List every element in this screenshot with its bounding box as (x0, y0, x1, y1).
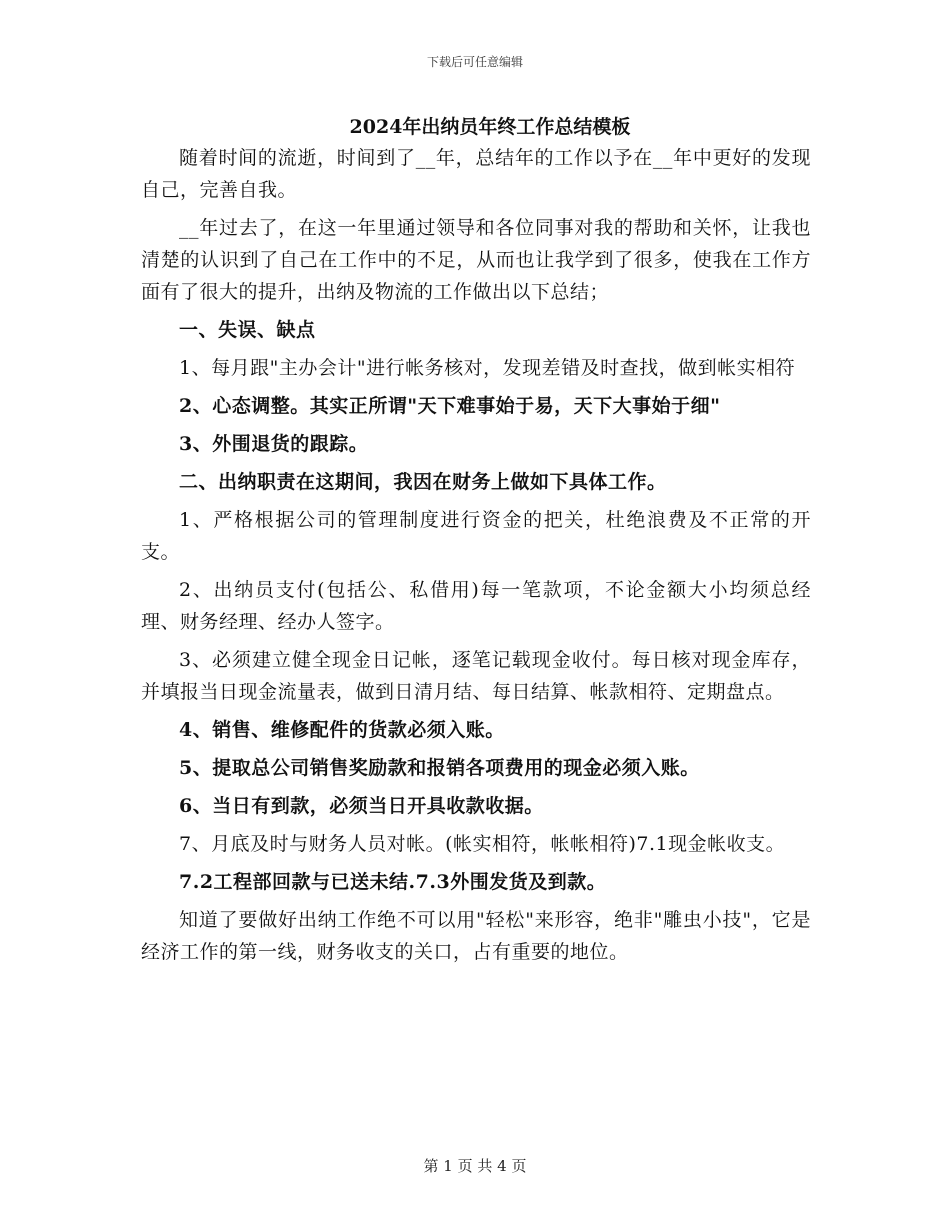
paragraph: 7、月底及时与财务人员对帐。(帐实相符，帐帐相符)7.1现金帐收支。 (179, 833, 786, 855)
section-heading: 二、出纳职责在这期间，我因在财务上做如下具体工作。 (179, 471, 667, 493)
paragraph: 知道了要做好出纳工作绝不可以用"轻松"来形容，绝非"雕虫小技"，它是经济工作的第一线，财务收支的关口，占有重要的地位。 (141, 909, 811, 963)
paragraph: 1、严格根据公司的管理制度进行资金的把关，杜绝浪费及不正常的开支。 (141, 509, 811, 563)
document-title: 2024年出纳员年终工作总结模板 (349, 116, 631, 138)
paragraph: 3、必须建立健全现金日记帐，逐笔记载现金收付。每日核对现金库存，并填报当日现金流量表，做到日清月结、每日结算、帐款相符、定期盘点。 (141, 649, 811, 703)
header-note: 下载后可任意编辑 (426, 55, 523, 69)
paragraph: 随着时间的流逝，时间到了__年，总结年的工作以予在__年中更好的发现自己，完善自我。 (141, 147, 811, 201)
section-heading: 4、销售、维修配件的货款必须入账。 (179, 719, 505, 741)
section-heading: 5、提取总公司销售奖励款和报销各项费用的现金必须入账。 (179, 757, 700, 779)
section-heading: 2、心态调整。其实正所谓"天下难事始于易，天下大事始于细" (179, 395, 721, 417)
section-heading: 一、失误、缺点 (179, 319, 316, 341)
paragraph: __年过去了，在这一年里通过领导和各位同事对我的帮助和关怀，让我也清楚的认识到了自己在工作中的不足，从而也让我学到了很多，使我在工作方面有了很大的提升，出纳及物流的工作做出以下总结； (141, 217, 811, 303)
document-body (141, 112, 811, 974)
page-indicator: 第 1 页 共 4 页 (423, 1157, 527, 1175)
section-heading: 6、当日有到款，必须当日开具收款收据。 (179, 795, 544, 817)
paragraph: 1、每月跟"主办会计"进行帐务核对，发现差错及时查找，做到帐实相符 (179, 357, 796, 379)
section-heading: 3、外围退货的跟踪。 (179, 433, 369, 455)
section-heading: 7.2工程部回款与已送未结.7.3外围发货及到款。 (179, 871, 607, 893)
paragraph: 2、出纳员支付(包括公、私借用)每一笔款项，不论金额大小均须总经理、财务经理、经办人签字。 (141, 579, 811, 633)
paragraph-list (141, 142, 811, 968)
